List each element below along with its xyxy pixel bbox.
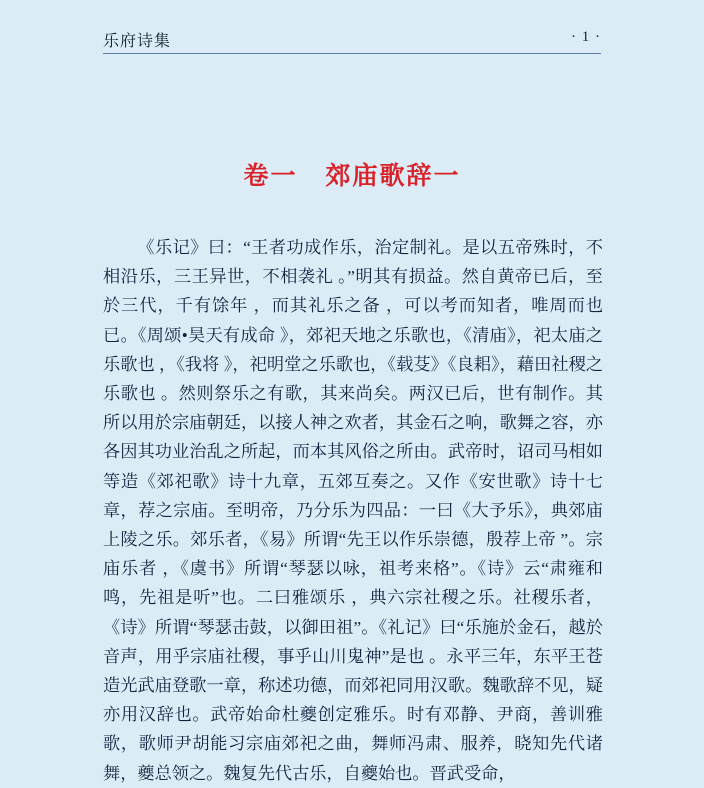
page-header [103, 28, 601, 58]
chapter-number: 卷一 [243, 163, 298, 190]
body-paragraph: 《乐记》曰：“王者功成作乐，治定制礼。是以五帝殊时，不相沿乐，三王异世，不相袭礼 。”明其有损益。然自黄帝已后，至於三代，千有馀年 ，而其礼乐之备 ，可以考而知者，唯周而也已。《周颂•昊天有成命 》，郊祀天地之乐歌也，《清庙》，祀太庙之乐歌也 ，《我将 》，祀明堂之乐歌也，《载芟》《良耜》，藉田社稷之乐歌也 。然则祭乐之有歌，其来尚矣。两汉已后，世有制作。其所以用於宗庙朝廷，以接人神之欢者，其金石之响，歌舞之容，亦各因其功业治乱之所起，而本其风俗之所由。武帝时，诏司马相如等造《郊祀歌》诗十九章，五郊互奏之。又作《安世歌》诗十七章，荐之宗庙。至明帝，乃分乐为四品：一曰《大予乐》，典郊庙上陵之乐。郊乐者，《易》所谓“先王以作乐崇德，殷荐上帝 ”。宗庙乐者 ，《虞书》所谓“琴瑟以咏，祖考来格”。《诗》云“肃雍和鸣，先祖是听”也。二曰雅颂乐 ，典六宗社稷之乐。社稷乐者，《诗》所谓“琴瑟击鼓，以御田祖”。《礼记》曰“乐施於金石，越於音声，用乎宗庙社稷，事乎山川鬼神”是也 。永平三年，东平王苍造光武庙登歌一章，称述功德，而郊祀同用汉歌。魏歌辞不见，疑亦用汉辞也。武帝始命杜夔创定雅乐。时有邓静、尹商，善训雅歌，歌师尹胡能习宗庙郊祀之曲，舞师冯肃、服养，晓知先代诸舞，夔总领之。魏复先代古乐，自夔始也。晋武受命， [103, 238, 603, 783]
page-number: · 1 · [571, 29, 601, 45]
chapter-heading [0, 156, 704, 192]
book-title: 乐府诗集 [103, 33, 172, 50]
chapter-name: 郊庙歌辞一 [325, 163, 461, 190]
header-divider [103, 53, 601, 54]
